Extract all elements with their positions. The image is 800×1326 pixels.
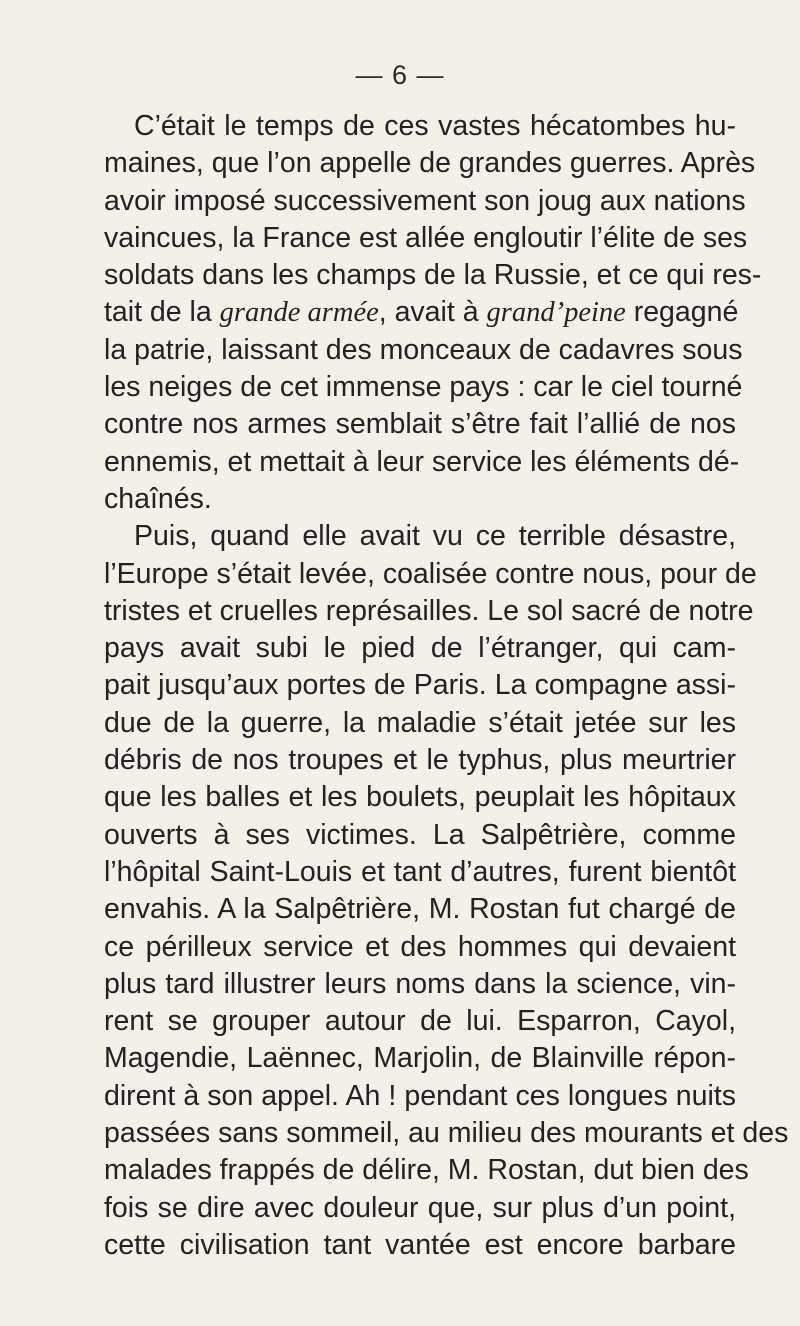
text-line: pays avait subi le pied de l’étranger, qui cam-	[104, 632, 736, 665]
text-line: plus tard illustrer leurs noms dans la science, vin-	[104, 967, 736, 1000]
text-line: maines, que l’on appelle de grandes guerres. Après	[104, 147, 756, 180]
text-line: envahis. A la Salpêtrière, M. Rostan fut chargé de	[104, 893, 736, 926]
text-segment: regagné	[625, 296, 739, 329]
text-line: C’était le temps de ces vastes hécatombes hu-	[134, 110, 736, 142]
text-line: Magendie, Laënnec, Marjolin, de Blainville répon-	[104, 1042, 736, 1075]
text-line: rent se grouper autour de lui. Esparron, Cayol,	[104, 1005, 736, 1038]
text-line: l’Europe s’était levée, coalisée contre nous, pour de	[104, 557, 757, 590]
text-line: dirent à son appel. Ah ! pendant ces longues nuits	[104, 1079, 736, 1112]
italic-text: grand’peine	[486, 297, 626, 329]
text-segment: tait de la	[104, 296, 220, 329]
text-line: Puis, quand elle avait vu ce terrible désastre,	[134, 520, 736, 553]
text-line: passées sans sommeil, au milieu des mourants et des	[104, 1117, 789, 1150]
text-line: avoir imposé successivement son joug aux nations	[104, 184, 746, 217]
text-line: ouverts à ses victimes. La Salpêtrière, comme	[104, 818, 736, 851]
text-line: la patrie, laissant des monceaux de cadavres sous	[104, 333, 743, 366]
text-line: vaincues, la France est allée engloutir l’élite de ses	[104, 221, 748, 254]
text-line: due de la guerre, la maladie s’était jetée sur les	[104, 706, 736, 739]
text-segment: , avait à	[378, 296, 487, 329]
page-number: — 6 —	[355, 60, 445, 90]
text-line: chaînés.	[104, 482, 212, 515]
text-line: que les balles et les boulets, peuplait les hôpitaux	[104, 781, 736, 814]
text-line: les neiges de cet immense pays : car le ciel tourné	[104, 371, 743, 404]
text-line: fois se dire avec douleur que, sur plus d’un point,	[104, 1191, 736, 1224]
text-line: soldats dans les champs de la Russie, et ce qui res-	[104, 259, 762, 292]
text-line: ce périlleux service et des hommes qui devaient	[104, 930, 736, 963]
body-text	[104, 108, 789, 1264]
italic-text: grande armée	[219, 297, 379, 329]
text-line	[104, 294, 739, 331]
text-line: l’hôpital Saint-Louis et tant d’autres, furent bientôt	[104, 855, 736, 888]
text-line: contre nos armes semblait s’être fait l’allié de nos	[104, 408, 736, 441]
text-line: ennemis, et mettait à leur service les éléments dé-	[104, 445, 740, 478]
text-line: débris de nos troupes et le typhus, plus meurtrier	[104, 744, 736, 777]
text-line: malades frappés de délire, M. Rostan, dut bien des	[104, 1154, 749, 1187]
text-line: cette civilisation tant vantée est encore barbare	[104, 1228, 736, 1261]
text-line: pait jusqu’aux portes de Paris. La compagne assi-	[104, 669, 736, 702]
text-line: tristes et cruelles représailles. Le sol sacré de notre	[104, 594, 754, 627]
